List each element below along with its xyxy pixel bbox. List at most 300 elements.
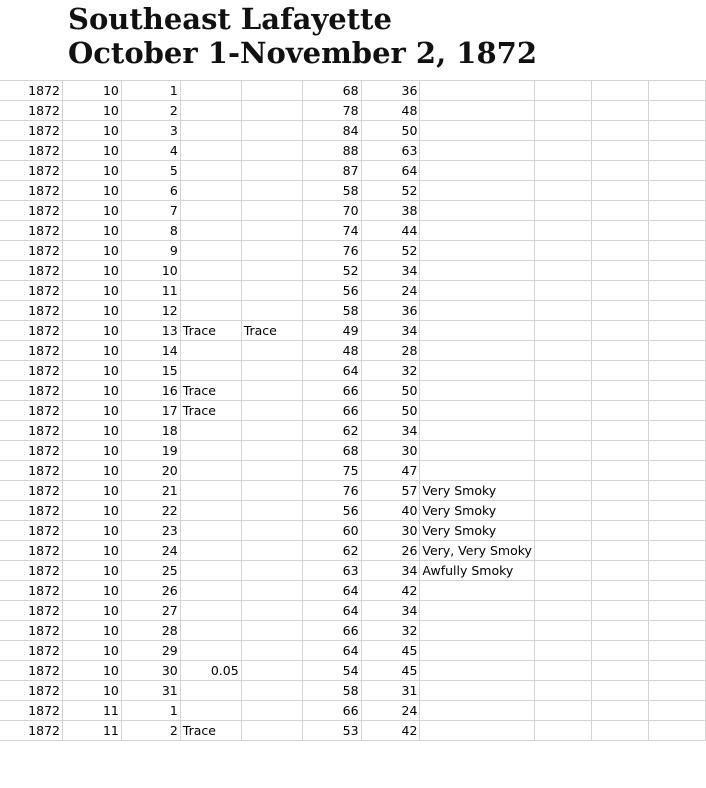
cell-snow[interactable]: [241, 381, 302, 401]
cell-year[interactable]: 1872: [0, 621, 62, 641]
cell-remarks[interactable]: Very Smoky: [420, 481, 535, 501]
cell-precip[interactable]: [180, 241, 241, 261]
cell-precip[interactable]: Trace: [180, 381, 241, 401]
cell-snow[interactable]: [241, 141, 302, 161]
cell-snow[interactable]: [241, 361, 302, 381]
cell-remarks[interactable]: [420, 461, 535, 481]
cell-day[interactable]: 2: [121, 721, 180, 741]
cell-remarks[interactable]: [420, 621, 535, 641]
cell-high-temp[interactable]: 48: [302, 341, 361, 361]
cell-remarks[interactable]: [420, 701, 535, 721]
cell-year[interactable]: 1872: [0, 441, 62, 461]
cell-precip[interactable]: [180, 221, 241, 241]
cell-empty[interactable]: [648, 401, 705, 421]
cell-high-temp[interactable]: 84: [302, 121, 361, 141]
cell-month[interactable]: 10: [62, 101, 121, 121]
cell-low-temp[interactable]: 38: [361, 201, 420, 221]
cell-empty[interactable]: [648, 541, 705, 561]
cell-extra-1[interactable]: [534, 381, 591, 401]
cell-precip[interactable]: [180, 481, 241, 501]
cell-month[interactable]: 10: [62, 341, 121, 361]
cell-extra-2[interactable]: [591, 381, 648, 401]
cell-remarks[interactable]: [420, 201, 535, 221]
cell-low-temp[interactable]: 40: [361, 501, 420, 521]
cell-low-temp[interactable]: 36: [361, 301, 420, 321]
cell-extra-1[interactable]: [534, 581, 591, 601]
cell-month[interactable]: 10: [62, 501, 121, 521]
cell-extra-1[interactable]: [534, 281, 591, 301]
cell-high-temp[interactable]: 62: [302, 541, 361, 561]
cell-remarks[interactable]: [420, 141, 535, 161]
cell-year[interactable]: 1872: [0, 141, 62, 161]
cell-month[interactable]: 10: [62, 441, 121, 461]
cell-month[interactable]: 10: [62, 261, 121, 281]
cell-extra-2[interactable]: [591, 461, 648, 481]
cell-precip[interactable]: [180, 421, 241, 441]
cell-snow[interactable]: [241, 101, 302, 121]
cell-snow[interactable]: [241, 221, 302, 241]
cell-snow[interactable]: [241, 701, 302, 721]
cell-extra-1[interactable]: [534, 321, 591, 341]
cell-low-temp[interactable]: 34: [361, 601, 420, 621]
cell-year[interactable]: 1872: [0, 81, 62, 101]
cell-day[interactable]: 19: [121, 441, 180, 461]
cell-high-temp[interactable]: 64: [302, 641, 361, 661]
cell-extra-1[interactable]: [534, 541, 591, 561]
cell-high-temp[interactable]: 64: [302, 601, 361, 621]
cell-year[interactable]: 1872: [0, 561, 62, 581]
cell-month[interactable]: 10: [62, 601, 121, 621]
cell-remarks[interactable]: [420, 641, 535, 661]
cell-remarks[interactable]: [420, 661, 535, 681]
cell-extra-2[interactable]: [591, 121, 648, 141]
cell-low-temp[interactable]: 30: [361, 521, 420, 541]
cell-extra-2[interactable]: [591, 581, 648, 601]
cell-precip[interactable]: [180, 301, 241, 321]
cell-extra-2[interactable]: [591, 361, 648, 381]
cell-year[interactable]: 1872: [0, 501, 62, 521]
cell-snow[interactable]: [241, 481, 302, 501]
cell-day[interactable]: 2: [121, 101, 180, 121]
cell-snow[interactable]: [241, 561, 302, 581]
cell-low-temp[interactable]: 24: [361, 701, 420, 721]
cell-empty[interactable]: [648, 641, 705, 661]
cell-year[interactable]: 1872: [0, 261, 62, 281]
cell-precip[interactable]: [180, 561, 241, 581]
cell-empty[interactable]: [648, 321, 705, 341]
cell-empty[interactable]: [648, 261, 705, 281]
cell-high-temp[interactable]: 64: [302, 361, 361, 381]
cell-low-temp[interactable]: 52: [361, 181, 420, 201]
cell-month[interactable]: 10: [62, 81, 121, 101]
cell-extra-1[interactable]: [534, 441, 591, 461]
cell-extra-1[interactable]: [534, 701, 591, 721]
cell-empty[interactable]: [648, 221, 705, 241]
cell-extra-2[interactable]: [591, 641, 648, 661]
cell-snow[interactable]: [241, 501, 302, 521]
cell-extra-1[interactable]: [534, 421, 591, 441]
cell-high-temp[interactable]: 58: [302, 181, 361, 201]
cell-extra-2[interactable]: [591, 301, 648, 321]
cell-day[interactable]: 3: [121, 121, 180, 141]
cell-low-temp[interactable]: 45: [361, 641, 420, 661]
cell-snow[interactable]: [241, 721, 302, 741]
cell-month[interactable]: 10: [62, 401, 121, 421]
cell-month[interactable]: 10: [62, 381, 121, 401]
cell-high-temp[interactable]: 58: [302, 301, 361, 321]
cell-high-temp[interactable]: 60: [302, 521, 361, 541]
cell-empty[interactable]: [648, 81, 705, 101]
cell-extra-2[interactable]: [591, 621, 648, 641]
cell-remarks[interactable]: [420, 341, 535, 361]
cell-extra-2[interactable]: [591, 701, 648, 721]
cell-empty[interactable]: [648, 421, 705, 441]
cell-extra-2[interactable]: [591, 321, 648, 341]
cell-day[interactable]: 1: [121, 81, 180, 101]
cell-low-temp[interactable]: 64: [361, 161, 420, 181]
cell-high-temp[interactable]: 62: [302, 421, 361, 441]
cell-high-temp[interactable]: 66: [302, 401, 361, 421]
cell-snow[interactable]: [241, 201, 302, 221]
cell-remarks[interactable]: [420, 721, 535, 741]
cell-precip[interactable]: 0.05: [180, 661, 241, 681]
cell-snow[interactable]: [241, 261, 302, 281]
cell-precip[interactable]: [180, 441, 241, 461]
cell-day[interactable]: 17: [121, 401, 180, 421]
cell-extra-1[interactable]: [534, 721, 591, 741]
cell-precip[interactable]: Trace: [180, 721, 241, 741]
cell-month[interactable]: 10: [62, 541, 121, 561]
cell-month[interactable]: 10: [62, 421, 121, 441]
cell-high-temp[interactable]: 54: [302, 661, 361, 681]
cell-day[interactable]: 1: [121, 701, 180, 721]
cell-remarks[interactable]: [420, 441, 535, 461]
cell-day[interactable]: 24: [121, 541, 180, 561]
cell-remarks[interactable]: [420, 381, 535, 401]
cell-day[interactable]: 18: [121, 421, 180, 441]
cell-precip[interactable]: [180, 461, 241, 481]
cell-extra-2[interactable]: [591, 561, 648, 581]
cell-day[interactable]: 7: [121, 201, 180, 221]
cell-extra-2[interactable]: [591, 181, 648, 201]
cell-low-temp[interactable]: 48: [361, 101, 420, 121]
cell-day[interactable]: 8: [121, 221, 180, 241]
cell-snow[interactable]: [241, 281, 302, 301]
cell-low-temp[interactable]: 26: [361, 541, 420, 561]
cell-extra-2[interactable]: [591, 681, 648, 701]
cell-high-temp[interactable]: 66: [302, 621, 361, 641]
cell-empty[interactable]: [648, 701, 705, 721]
cell-precip[interactable]: [180, 201, 241, 221]
cell-snow[interactable]: Trace: [241, 321, 302, 341]
cell-extra-2[interactable]: [591, 221, 648, 241]
cell-high-temp[interactable]: 66: [302, 701, 361, 721]
cell-extra-2[interactable]: [591, 721, 648, 741]
cell-snow[interactable]: [241, 641, 302, 661]
cell-high-temp[interactable]: 78: [302, 101, 361, 121]
cell-extra-1[interactable]: [534, 401, 591, 421]
cell-empty[interactable]: [648, 441, 705, 461]
cell-low-temp[interactable]: 24: [361, 281, 420, 301]
cell-low-temp[interactable]: 50: [361, 401, 420, 421]
cell-snow[interactable]: [241, 241, 302, 261]
cell-year[interactable]: 1872: [0, 341, 62, 361]
cell-remarks[interactable]: [420, 261, 535, 281]
cell-year[interactable]: 1872: [0, 681, 62, 701]
cell-empty[interactable]: [648, 161, 705, 181]
cell-extra-1[interactable]: [534, 521, 591, 541]
cell-low-temp[interactable]: 34: [361, 561, 420, 581]
cell-extra-1[interactable]: [534, 241, 591, 261]
cell-year[interactable]: 1872: [0, 361, 62, 381]
cell-month[interactable]: 10: [62, 201, 121, 221]
cell-year[interactable]: 1872: [0, 381, 62, 401]
cell-year[interactable]: 1872: [0, 181, 62, 201]
cell-day[interactable]: 9: [121, 241, 180, 261]
cell-year[interactable]: 1872: [0, 321, 62, 341]
cell-high-temp[interactable]: 68: [302, 441, 361, 461]
cell-low-temp[interactable]: 31: [361, 681, 420, 701]
cell-extra-2[interactable]: [591, 281, 648, 301]
cell-low-temp[interactable]: 63: [361, 141, 420, 161]
cell-snow[interactable]: [241, 581, 302, 601]
cell-year[interactable]: 1872: [0, 401, 62, 421]
cell-precip[interactable]: [180, 701, 241, 721]
cell-year[interactable]: 1872: [0, 541, 62, 561]
cell-empty[interactable]: [648, 621, 705, 641]
cell-day[interactable]: 30: [121, 661, 180, 681]
cell-empty[interactable]: [648, 201, 705, 221]
cell-day[interactable]: 15: [121, 361, 180, 381]
cell-day[interactable]: 28: [121, 621, 180, 641]
cell-year[interactable]: 1872: [0, 201, 62, 221]
cell-precip[interactable]: Trace: [180, 321, 241, 341]
cell-extra-1[interactable]: [534, 181, 591, 201]
cell-year[interactable]: 1872: [0, 721, 62, 741]
cell-extra-2[interactable]: [591, 661, 648, 681]
cell-empty[interactable]: [648, 681, 705, 701]
cell-year[interactable]: 1872: [0, 421, 62, 441]
cell-snow[interactable]: [241, 421, 302, 441]
cell-precip[interactable]: [180, 281, 241, 301]
cell-month[interactable]: 11: [62, 701, 121, 721]
cell-extra-2[interactable]: [591, 241, 648, 261]
cell-snow[interactable]: [241, 181, 302, 201]
cell-year[interactable]: 1872: [0, 241, 62, 261]
cell-day[interactable]: 29: [121, 641, 180, 661]
cell-month[interactable]: 10: [62, 561, 121, 581]
cell-high-temp[interactable]: 88: [302, 141, 361, 161]
cell-precip[interactable]: [180, 341, 241, 361]
cell-precip[interactable]: [180, 361, 241, 381]
cell-extra-1[interactable]: [534, 501, 591, 521]
cell-low-temp[interactable]: 34: [361, 421, 420, 441]
cell-month[interactable]: 10: [62, 121, 121, 141]
cell-snow[interactable]: [241, 461, 302, 481]
cell-day[interactable]: 14: [121, 341, 180, 361]
cell-empty[interactable]: [648, 561, 705, 581]
cell-remarks[interactable]: Very Smoky: [420, 521, 535, 541]
cell-year[interactable]: 1872: [0, 521, 62, 541]
cell-extra-1[interactable]: [534, 141, 591, 161]
cell-day[interactable]: 31: [121, 681, 180, 701]
cell-month[interactable]: 10: [62, 281, 121, 301]
cell-extra-1[interactable]: [534, 121, 591, 141]
cell-year[interactable]: 1872: [0, 161, 62, 181]
cell-remarks[interactable]: [420, 361, 535, 381]
cell-month[interactable]: 10: [62, 301, 121, 321]
cell-precip[interactable]: [180, 261, 241, 281]
cell-month[interactable]: 10: [62, 641, 121, 661]
cell-snow[interactable]: [241, 341, 302, 361]
cell-year[interactable]: 1872: [0, 701, 62, 721]
cell-extra-2[interactable]: [591, 341, 648, 361]
cell-extra-2[interactable]: [591, 401, 648, 421]
cell-empty[interactable]: [648, 601, 705, 621]
cell-day[interactable]: 21: [121, 481, 180, 501]
cell-high-temp[interactable]: 49: [302, 321, 361, 341]
cell-empty[interactable]: [648, 521, 705, 541]
cell-snow[interactable]: [241, 541, 302, 561]
cell-low-temp[interactable]: 42: [361, 721, 420, 741]
cell-snow[interactable]: [241, 161, 302, 181]
cell-day[interactable]: 10: [121, 261, 180, 281]
cell-month[interactable]: 10: [62, 161, 121, 181]
cell-snow[interactable]: [241, 441, 302, 461]
cell-extra-1[interactable]: [534, 661, 591, 681]
cell-high-temp[interactable]: 64: [302, 581, 361, 601]
cell-day[interactable]: 23: [121, 521, 180, 541]
cell-extra-1[interactable]: [534, 601, 591, 621]
cell-high-temp[interactable]: 75: [302, 461, 361, 481]
cell-low-temp[interactable]: 32: [361, 361, 420, 381]
cell-extra-2[interactable]: [591, 541, 648, 561]
cell-extra-1[interactable]: [534, 301, 591, 321]
cell-remarks[interactable]: Very Smoky: [420, 501, 535, 521]
cell-day[interactable]: 22: [121, 501, 180, 521]
cell-precip[interactable]: [180, 501, 241, 521]
cell-low-temp[interactable]: 32: [361, 621, 420, 641]
cell-high-temp[interactable]: 58: [302, 681, 361, 701]
cell-month[interactable]: 10: [62, 141, 121, 161]
cell-extra-2[interactable]: [591, 421, 648, 441]
cell-precip[interactable]: [180, 641, 241, 661]
cell-empty[interactable]: [648, 281, 705, 301]
cell-remarks[interactable]: [420, 581, 535, 601]
cell-precip[interactable]: [180, 101, 241, 121]
cell-year[interactable]: 1872: [0, 281, 62, 301]
cell-empty[interactable]: [648, 101, 705, 121]
cell-day[interactable]: 25: [121, 561, 180, 581]
cell-extra-1[interactable]: [534, 101, 591, 121]
cell-snow[interactable]: [241, 301, 302, 321]
cell-extra-2[interactable]: [591, 141, 648, 161]
cell-month[interactable]: 10: [62, 321, 121, 341]
cell-extra-2[interactable]: [591, 101, 648, 121]
cell-extra-1[interactable]: [534, 221, 591, 241]
cell-extra-1[interactable]: [534, 361, 591, 381]
cell-month[interactable]: 10: [62, 181, 121, 201]
cell-month[interactable]: 10: [62, 361, 121, 381]
cell-empty[interactable]: [648, 381, 705, 401]
cell-remarks[interactable]: [420, 421, 535, 441]
cell-empty[interactable]: [648, 121, 705, 141]
cell-low-temp[interactable]: 50: [361, 121, 420, 141]
cell-month[interactable]: 10: [62, 241, 121, 261]
cell-remarks[interactable]: Awfully Smoky: [420, 561, 535, 581]
cell-empty[interactable]: [648, 581, 705, 601]
cell-precip[interactable]: [180, 601, 241, 621]
cell-high-temp[interactable]: 66: [302, 381, 361, 401]
cell-month[interactable]: 11: [62, 721, 121, 741]
cell-day[interactable]: 13: [121, 321, 180, 341]
cell-low-temp[interactable]: 44: [361, 221, 420, 241]
cell-year[interactable]: 1872: [0, 221, 62, 241]
cell-precip[interactable]: [180, 681, 241, 701]
cell-year[interactable]: 1872: [0, 601, 62, 621]
cell-high-temp[interactable]: 76: [302, 241, 361, 261]
cell-empty[interactable]: [648, 461, 705, 481]
cell-low-temp[interactable]: 42: [361, 581, 420, 601]
cell-snow[interactable]: [241, 121, 302, 141]
cell-year[interactable]: 1872: [0, 641, 62, 661]
cell-remarks[interactable]: [420, 401, 535, 421]
cell-extra-2[interactable]: [591, 261, 648, 281]
cell-month[interactable]: 10: [62, 661, 121, 681]
cell-low-temp[interactable]: 30: [361, 441, 420, 461]
cell-extra-2[interactable]: [591, 501, 648, 521]
cell-extra-2[interactable]: [591, 521, 648, 541]
cell-year[interactable]: 1872: [0, 301, 62, 321]
cell-empty[interactable]: [648, 661, 705, 681]
cell-low-temp[interactable]: 57: [361, 481, 420, 501]
cell-empty[interactable]: [648, 301, 705, 321]
cell-empty[interactable]: [648, 501, 705, 521]
cell-remarks[interactable]: [420, 161, 535, 181]
cell-empty[interactable]: [648, 181, 705, 201]
cell-remarks[interactable]: [420, 101, 535, 121]
cell-extra-1[interactable]: [534, 481, 591, 501]
cell-precip[interactable]: [180, 521, 241, 541]
cell-day[interactable]: 4: [121, 141, 180, 161]
cell-precip[interactable]: [180, 541, 241, 561]
cell-precip[interactable]: [180, 81, 241, 101]
cell-low-temp[interactable]: 52: [361, 241, 420, 261]
cell-low-temp[interactable]: 34: [361, 321, 420, 341]
cell-extra-2[interactable]: [591, 481, 648, 501]
cell-extra-2[interactable]: [591, 601, 648, 621]
cell-remarks[interactable]: [420, 281, 535, 301]
cell-precip[interactable]: [180, 621, 241, 641]
cell-day[interactable]: 11: [121, 281, 180, 301]
cell-precip[interactable]: [180, 121, 241, 141]
cell-low-temp[interactable]: 34: [361, 261, 420, 281]
cell-high-temp[interactable]: 68: [302, 81, 361, 101]
cell-high-temp[interactable]: 76: [302, 481, 361, 501]
cell-low-temp[interactable]: 36: [361, 81, 420, 101]
cell-extra-2[interactable]: [591, 81, 648, 101]
cell-snow[interactable]: [241, 521, 302, 541]
cell-high-temp[interactable]: 70: [302, 201, 361, 221]
cell-precip[interactable]: [180, 141, 241, 161]
cell-extra-1[interactable]: [534, 461, 591, 481]
cell-extra-1[interactable]: [534, 641, 591, 661]
cell-year[interactable]: 1872: [0, 581, 62, 601]
cell-snow[interactable]: [241, 621, 302, 641]
cell-month[interactable]: 10: [62, 621, 121, 641]
cell-high-temp[interactable]: 74: [302, 221, 361, 241]
cell-extra-2[interactable]: [591, 441, 648, 461]
